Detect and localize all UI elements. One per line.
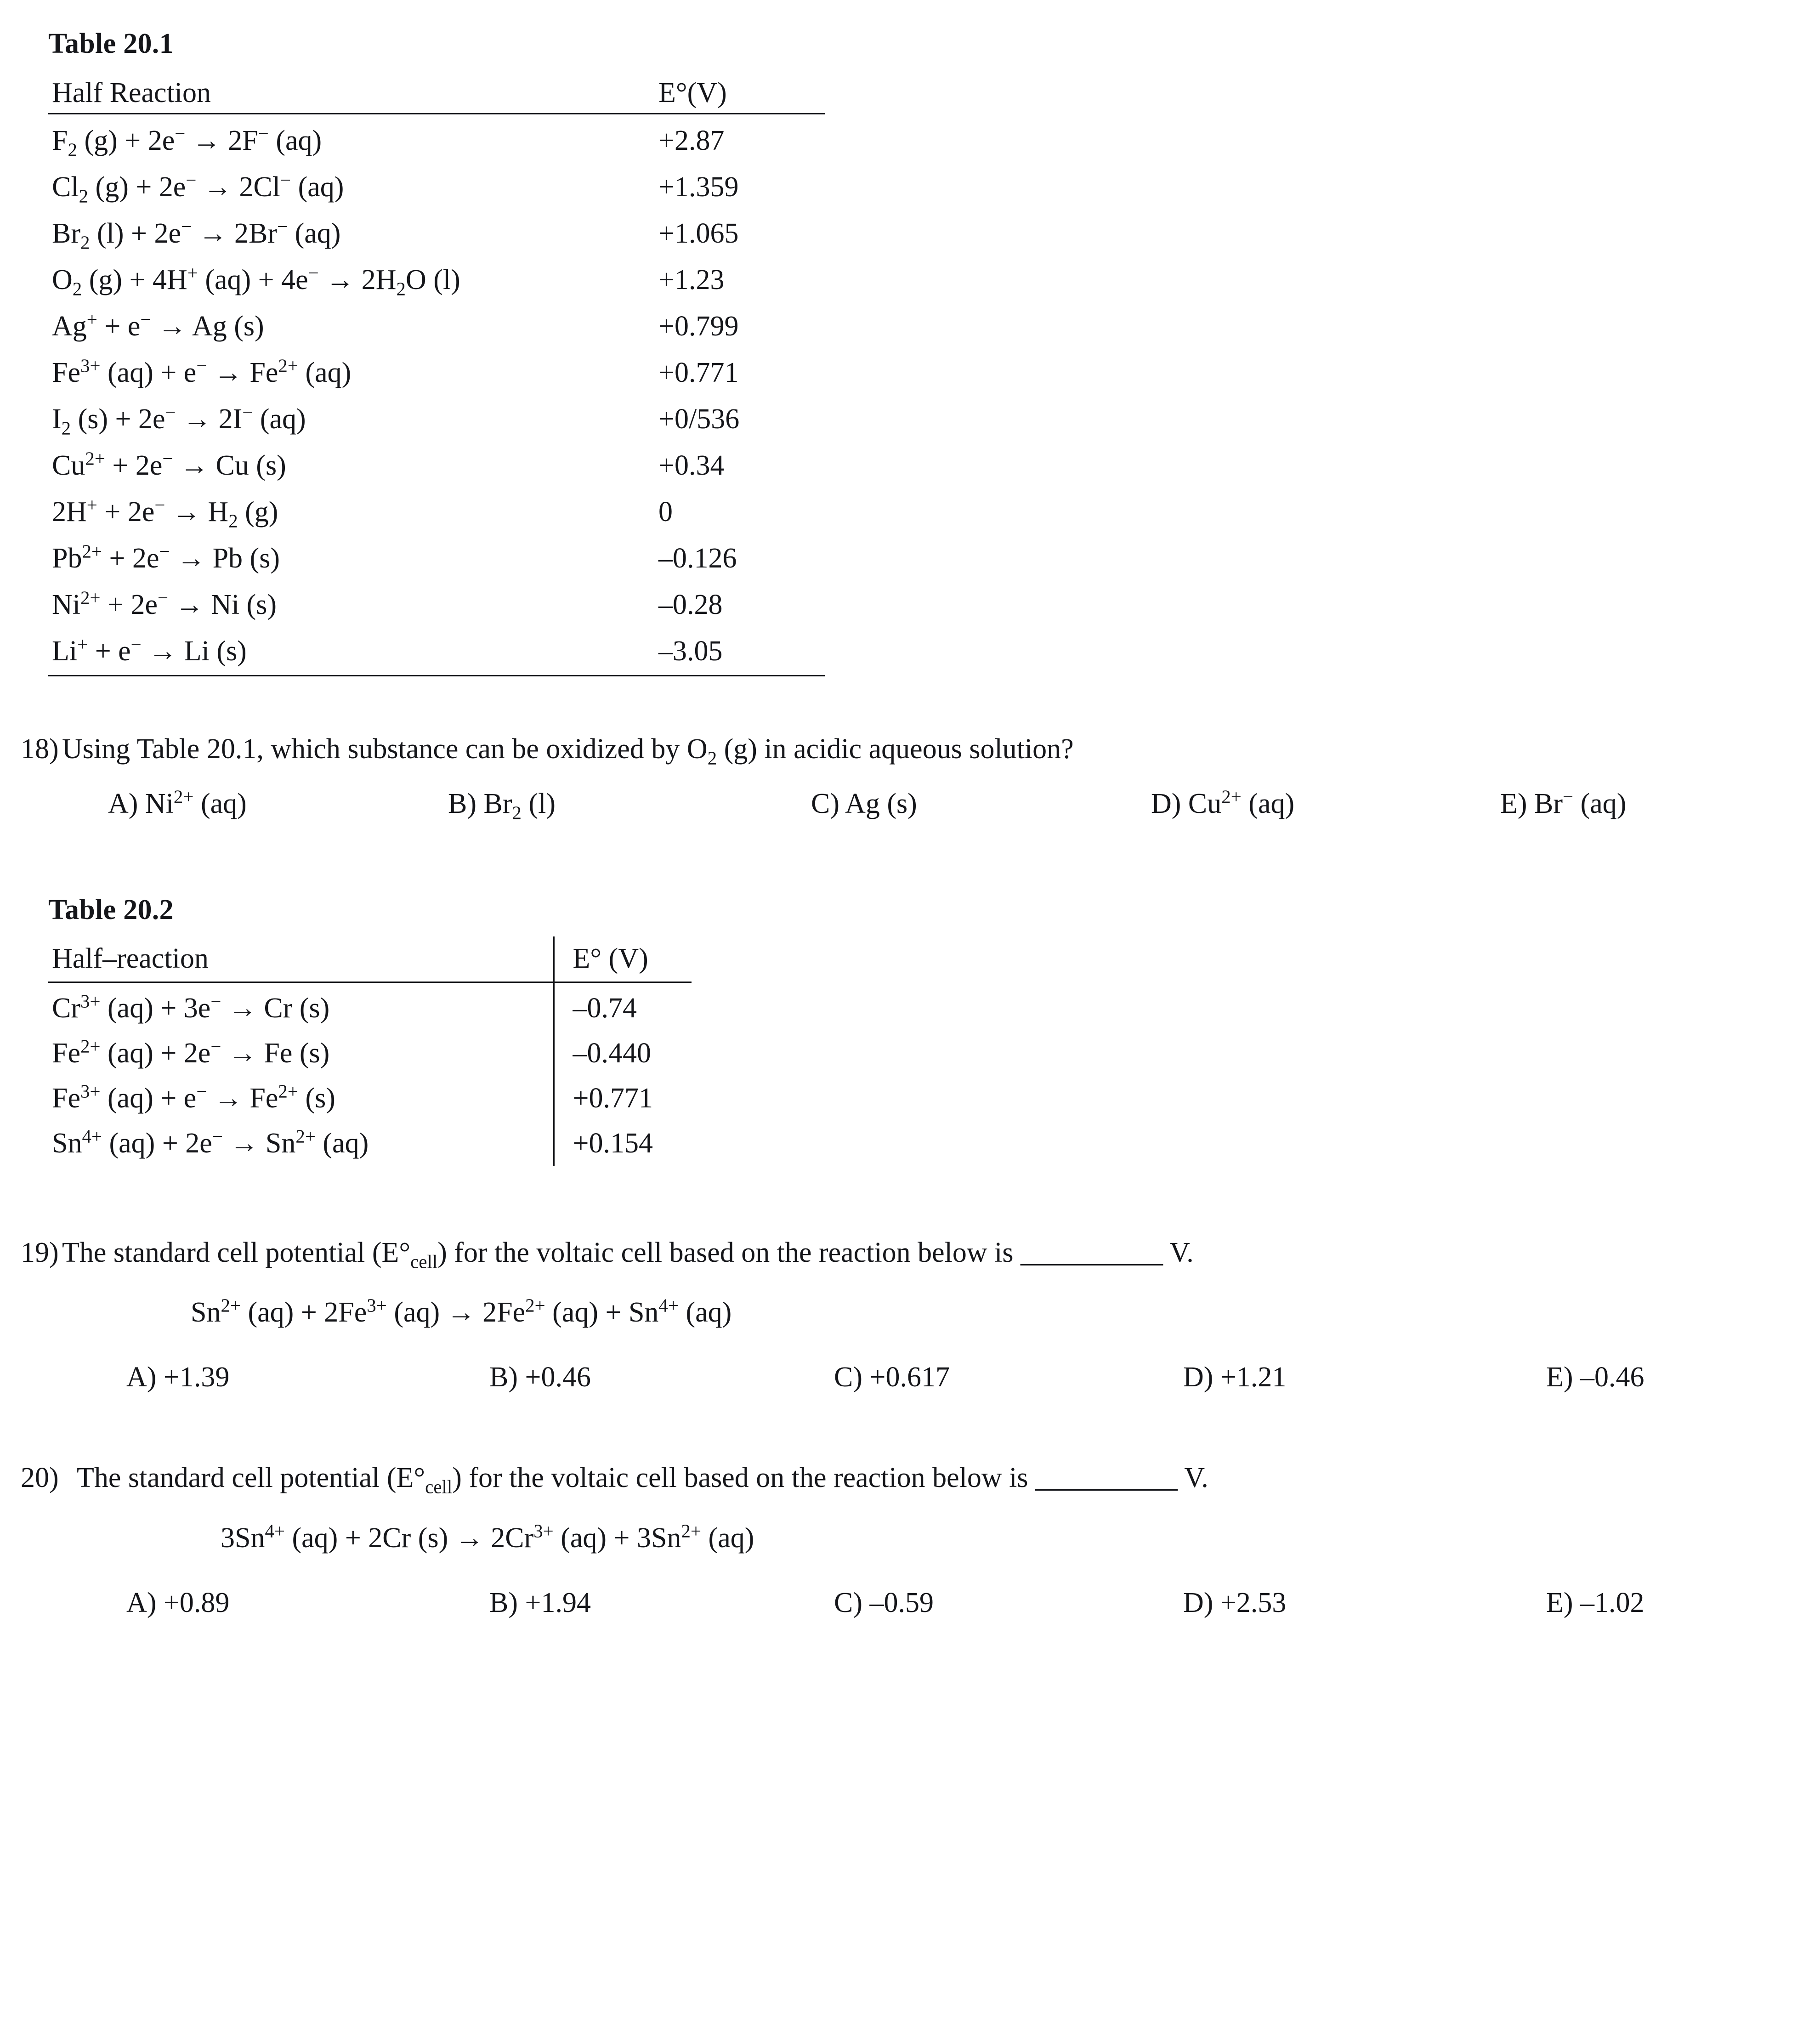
table-20-2-header-row [48, 936, 692, 982]
table-20-2-caption: Table 20.2 [48, 894, 174, 925]
question-18-choices [108, 786, 1820, 823]
table-row [48, 257, 825, 304]
question-18-choice-b[interactable]: B) $Br_2$ (l) [448, 788, 556, 823]
table-20-1-cell-reaction: $Cu^{2+} + 2e^- \to Cu$ (s) [52, 448, 286, 481]
table-20-2-cell-potential: +0.771 [554, 1076, 692, 1121]
table-20-2-header-potential: E° (V) [554, 936, 692, 982]
table-20-2-block [48, 894, 1820, 1166]
table-20-1-cell-potential: +2.87 [658, 125, 725, 156]
table-20-1-cell-potential: 0 [658, 496, 673, 528]
question-18-choice-e[interactable]: E) Br− (aq) [1500, 786, 1627, 819]
question-18 [21, 732, 1820, 823]
table-20-1-cell-reaction: $F_2$ (g) + 2e− → 2F− (aq) [52, 123, 322, 160]
question-20-choice-a[interactable]: A) +0.89 [126, 1587, 230, 1618]
table-row [48, 582, 825, 629]
table-20-2-cell-potential: –0.440 [554, 1031, 692, 1076]
table-20-1-cell-reaction: $O_2$ (g) + 4H+ $(aq) + 4e^- \to 2H_2O$ (l) [52, 262, 460, 300]
table-20-1-cell-potential: +1.23 [658, 264, 725, 295]
table-row [48, 982, 692, 1031]
question-18-number: 18) [21, 733, 59, 765]
table-row [48, 443, 825, 489]
table-20-1-cell-potential: +1.359 [658, 171, 739, 203]
question-20-number: 20) [21, 1462, 59, 1493]
table-20-1-cell-reaction: $Fe^{3+}$ $(aq) + e^- \to Fe^{2+}$ (aq) [52, 355, 352, 388]
table-20-1-cell-reaction: $2H^+ + 2e^- \to H_2$ (g) [52, 494, 278, 532]
table-20-1-cell-potential: +0/536 [658, 403, 740, 435]
question-20-choice-b[interactable]: B) +1.94 [489, 1587, 591, 1618]
table-20-1-cell-reaction: $Br_2$ (l) + 2e− → 2Br− (aq) [52, 216, 341, 253]
question-19-choice-c[interactable]: C) +0.617 [834, 1362, 950, 1393]
question-19-choice-e[interactable]: E) –0.46 [1546, 1362, 1644, 1393]
table-20-1 [48, 70, 825, 676]
question-20-choice-e[interactable]: E) –1.02 [1546, 1587, 1644, 1618]
table-20-2-cell-potential: –0.74 [554, 982, 692, 1031]
table-20-1-cell-reaction: $Ni^{2+} + 2e^- \to Ni$ (s) [52, 587, 277, 620]
question-19-choice-b[interactable]: B) +0.46 [489, 1362, 591, 1393]
table-20-1-cell-potential: +0.771 [658, 357, 739, 388]
table-20-1-cell-reaction: Ag+ + e− → Ag (s) [52, 309, 264, 342]
table-row [48, 629, 825, 676]
table-20-1-body [48, 114, 825, 676]
table-row [48, 489, 825, 536]
table-20-1-cell-potential: –0.28 [658, 589, 723, 620]
question-20-choices [126, 1587, 1820, 1619]
question-20-stem: The standard cell potential $(E^\circ_{cell})$ for the voltaic cell based on the reaction below is __________ V. [77, 1462, 1208, 1498]
table-row [48, 1121, 692, 1166]
question-20-choice-d[interactable]: D) +2.53 [1183, 1587, 1287, 1618]
table-20-2-cell-reaction: $Fe^{3+}$ $(aq) + e^- \to Fe^{2+}$ (s) [52, 1080, 335, 1114]
table-row [48, 536, 825, 582]
table-row [48, 165, 825, 211]
table-row [48, 211, 825, 257]
table-20-1-cell-reaction: $I_2$ (s) + 2e− → 2I− (aq) [52, 402, 306, 439]
table-20-2 [48, 936, 692, 1166]
question-18-choice-d[interactable]: D) $Cu^{2+}$ (aq) [1151, 786, 1295, 819]
table-20-1-cell-potential: +1.065 [658, 218, 739, 249]
question-19 [21, 1235, 1820, 1394]
table-20-2-body [48, 982, 692, 1166]
table-20-1-cell-reaction: $Pb^{2+} + 2e^- \to Pb$ (s) [52, 541, 280, 574]
table-20-1-cell-reaction: Li+ + e− → Li (s) [52, 634, 247, 667]
table-20-1-caption: Table 20.1 [48, 28, 174, 59]
table-row [48, 304, 825, 350]
table-20-1-header-potential: E°(V) [658, 77, 727, 108]
table-20-1-cell-reaction: $Cl_2$ (g) + 2e− → 2Cl− (aq) [52, 170, 344, 207]
question-19-reaction: $Sn^{2+}$ $(aq) + 2Fe^{3+}$ $(aq) \to 2Fe^{2+}$ $(aq) + Sn^{4+}$ (aq) [191, 1295, 732, 1328]
question-19-choice-a[interactable]: A) +1.39 [126, 1362, 230, 1393]
table-20-1-cell-potential: +0.34 [658, 450, 725, 481]
table-20-2-header-reaction: Half–reaction [48, 936, 554, 982]
table-20-1-cell-potential: –0.126 [658, 543, 737, 574]
table-20-1-header-reaction: Half Reaction [52, 77, 211, 108]
question-19-stem: The standard cell potential $(E^\circ_{cell})$ for the voltaic cell based on the reaction below is __________ V. [62, 1237, 1194, 1272]
question-18-choice-c[interactable]: C) Ag (s) [811, 788, 917, 819]
table-20-1-block [48, 28, 1820, 676]
question-20-reaction: $3Sn^{4+}$ (aq) + 2Cr $(s) \to 2Cr^{3+}$ $(aq) + 3Sn^{2+}$ (aq) [221, 1520, 754, 1554]
question-18-choice-a[interactable]: A) $Ni^{2+}$ (aq) [108, 786, 247, 819]
table-row [48, 1031, 692, 1076]
table-row [48, 114, 825, 165]
table-row [48, 1076, 692, 1121]
table-20-2-cell-reaction: $Cr^{3+}$ (aq) + 3e− → Cr (s) [52, 990, 330, 1024]
question-19-number: 19) [21, 1237, 59, 1268]
question-20 [21, 1460, 1820, 1619]
question-20-choice-c[interactable]: C) –0.59 [834, 1587, 934, 1618]
table-20-1-header-row [48, 70, 825, 114]
table-20-1-cell-potential: +0.799 [658, 311, 739, 342]
table-20-1-cell-potential: –3.05 [658, 635, 723, 667]
table-row [48, 350, 825, 397]
question-19-choices [126, 1361, 1820, 1394]
table-20-2-cell-reaction: $Fe^{2+}$ (aq) + 2e− → Fe (s) [52, 1035, 330, 1069]
table-20-2-cell-reaction: $Sn^{4+}$ $(aq) + 2e^- \to Sn^{2+}$ (aq) [52, 1125, 369, 1159]
table-20-2-cell-potential: +0.154 [554, 1121, 692, 1166]
table-row [48, 397, 825, 443]
question-19-choice-d[interactable]: D) +1.21 [1183, 1362, 1287, 1393]
question-18-stem: Using Table 20.1, which substance can be oxidized by $O_2$ (g) in acidic aqueous solution? [62, 733, 1074, 769]
